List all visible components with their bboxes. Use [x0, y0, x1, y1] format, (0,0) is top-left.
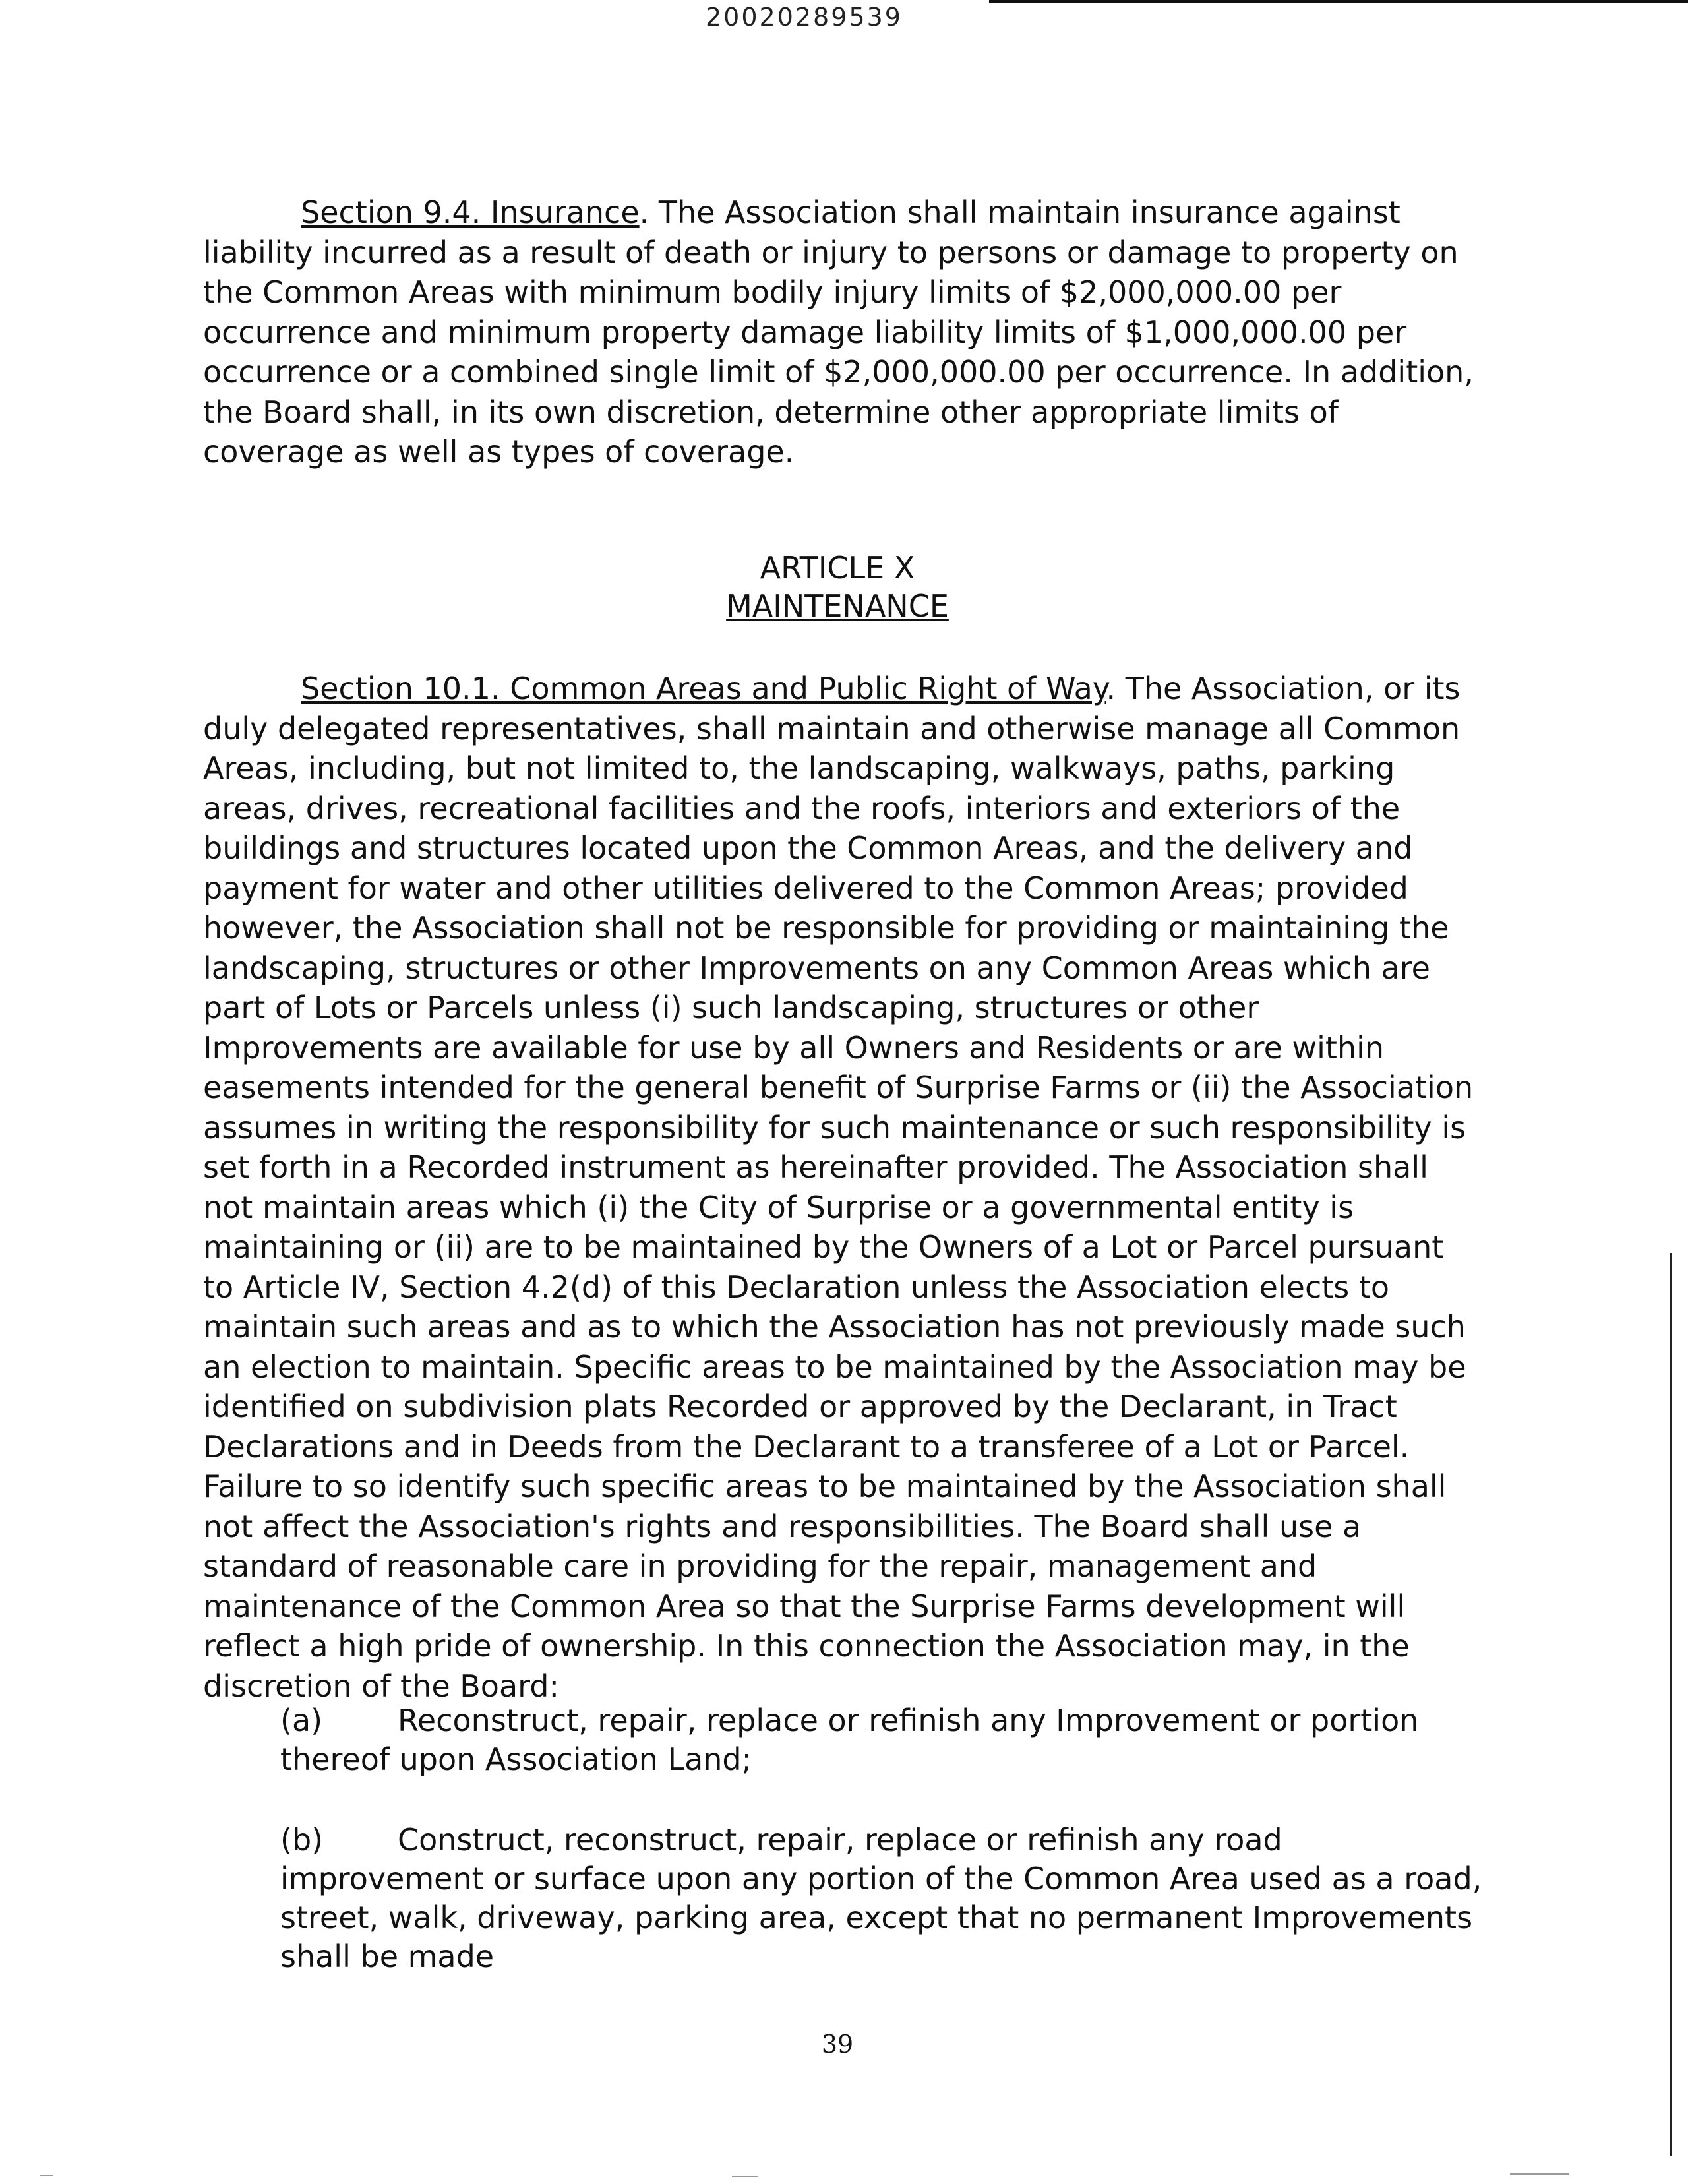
- section-10-1: [203, 669, 1482, 1706]
- top-border-line: [989, 0, 1688, 3]
- page-number: 39: [821, 2030, 854, 2059]
- section-9-4: [203, 193, 1482, 472]
- list-item-label: (a): [280, 1703, 323, 1738]
- article-number: ARTICLE X: [760, 550, 915, 586]
- section-10-1-heading: Section 10.1. Common Areas and Public Right of Way: [301, 671, 1106, 706]
- scan-speck: [40, 2175, 53, 2176]
- section-9-4-heading: Section 9.4. Insurance: [301, 195, 640, 230]
- list-item-b: [280, 1821, 1487, 1976]
- list-item-a: [280, 1701, 1487, 1779]
- article-heading: [0, 549, 1675, 625]
- article-title: MAINTENANCE: [726, 588, 949, 624]
- list-item-text: Reconstruct, repair, replace or refinish any Improvement or portion thereof upon Association Land;: [280, 1703, 1419, 1777]
- section-9-4-paragraph: [203, 193, 1482, 472]
- list-item-text: Construct, reconstruct, repair, replace or refinish any road improvement or surface upon any portion of the Common Area used as a road, street, walk, driveway, parking area, except that no permanent Improvements shall be made: [280, 1822, 1482, 1974]
- document-number: 20020289539: [706, 3, 903, 32]
- section-10-1-text: . The Association, or its duly delegated representatives, shall maintain and otherwise manage all Common Areas, including, but not limited to, the landscaping, walkways, paths, parking areas, drives, recreational facilities and the roofs, interiors and exteriors of the buildings and structures located upon the Common Areas, and the delivery and payment for water and other utilities delivered to the Common Areas; provided however, the Association shall not be responsible for providing or maintaining the landscaping, structures or other Improvements on any Common Areas which are part of Lots or Parcels unless (i) such landscaping, structures or other Improvements are available for use by all Owners and Residents or are within easements intended for the general benefit of Surprise Farms or (ii) the Association assumes in writing the responsibility for such maintenance or such responsibility is set forth in a Recorded instrument as hereinafter provided. The Association shall not maintain areas which (i) the City of Surprise or a governmental entity is maintaining or (ii) are to be maintained by the Owners of a Lot or Parcel pursuant to Article IV, Section 4.2(d) of this Declaration unless the Association elects to maintain such areas and as to which the Association has not previously made such an election to maintain. Specific areas to be maintained by the Association may be identified on subdivision plats Recorded or approved by the Declarant, in Tract Declarations and in Deeds from the Declarant to a transferee of a Lot or Parcel. Failure to so identify such specific areas to be maintained by the Association shall not affect the Association's rights and responsibilities. The Board shall use a standard of reasonable care in providing for the repair, management and maintenance of the Common Area so that the Surprise Farms development will reflect a high pride of ownership. In this connection the Association may, in the discretion of the Board:: [203, 671, 1474, 1704]
- right-border-line: [1670, 1253, 1672, 2156]
- section-10-1-paragraph: [203, 669, 1482, 1706]
- section-9-4-text: . The Association shall maintain insurance against liability incurred as a result of death or injury to persons or damage to property on the Common Areas with minimum bodily injury limits of $2,000,000.00 per occurrence and minimum property damage liability limits of $1,000,000.00 per occurrence or a combined single limit of $2,000,000.00 per occurrence. In addition, the Board shall, in its own discretion, determine other appropriate limits of coverage as well as types of coverage.: [203, 195, 1474, 470]
- scan-speck: [732, 2176, 758, 2177]
- scan-speck: [1510, 2173, 1569, 2175]
- list-item-label: (b): [280, 1822, 324, 1858]
